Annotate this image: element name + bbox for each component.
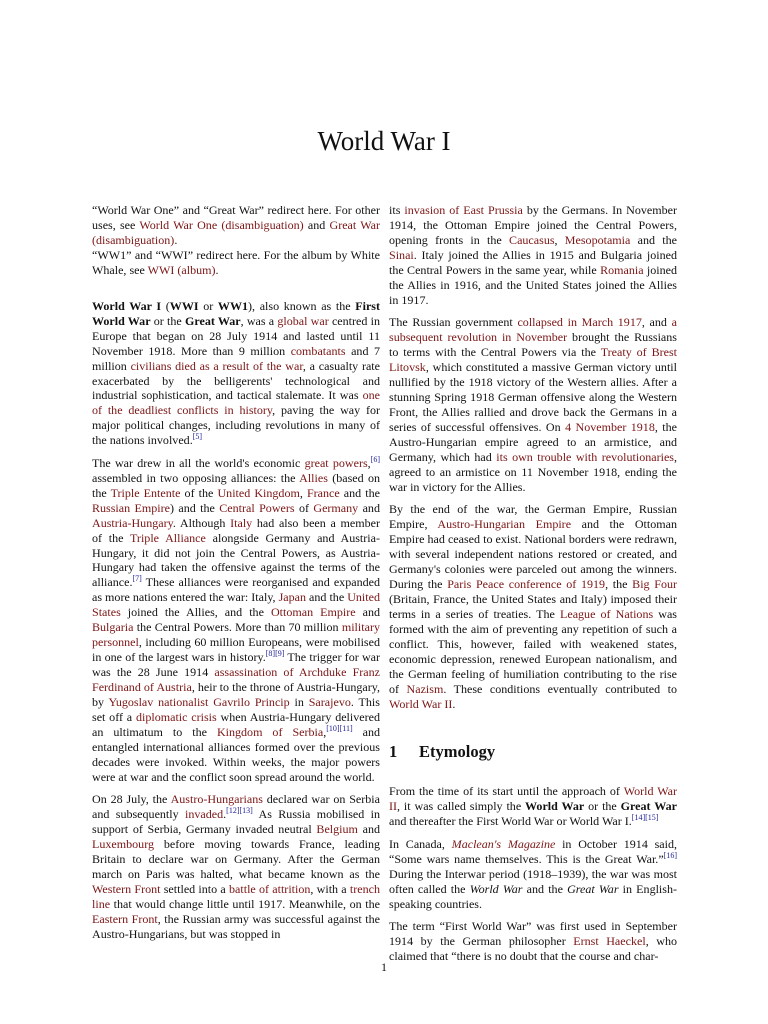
text: assembled in two opposing alliances: the — [92, 470, 300, 485]
link-trench-line[interactable]: trench line — [92, 881, 380, 911]
text: and the — [522, 881, 568, 896]
text: by the Germans. In November 1914, the Ottoman Empire joined the Central Powers, opening fronts in the — [389, 203, 677, 247]
left-column — [92, 203, 380, 949]
link-triple-alliance[interactable]: Triple Alliance — [130, 530, 206, 545]
text: , heir to the throne of Austria-Hungary, by — [92, 680, 380, 710]
text: alongside Germany and Austria-Hungary, it did not join the Central Powers, as Austria-Hungary had taken the offensive against the terms of the alliance. — [92, 530, 381, 590]
link-wwi-album[interactable]: WWI (album) — [147, 262, 216, 277]
link-collapsed-march-1917[interactable]: collapsed in March 1917 — [517, 315, 642, 330]
page-number: 1 — [381, 960, 387, 974]
italic-term: Great War — [567, 881, 619, 896]
paragraph-etymology-1 — [389, 784, 677, 829]
text: . — [452, 696, 456, 711]
text: or — [198, 298, 218, 313]
text: , the Russian army was successful against the Austro-Hungarians, but was stopped in — [92, 911, 380, 941]
bold-term: World War I — [92, 298, 162, 313]
text: ), also known as the — [248, 298, 356, 313]
bold-term: WWI — [169, 298, 199, 313]
link-invaded[interactable]: invaded — [185, 807, 224, 822]
paragraph-etymology-2 — [389, 837, 677, 912]
text: or the — [150, 313, 185, 328]
paragraph-aftermath — [389, 502, 677, 711]
link-austro-hungarians[interactable]: Austro-Hungarians — [170, 792, 263, 807]
section-title: Etymology — [419, 742, 496, 762]
text: ( — [161, 298, 170, 313]
link-bulgaria[interactable]: Bulgaria — [92, 620, 134, 635]
text: centred in Europe that began on 28 July 1914 and lasted until 11 November 1918. More than 9 million — [92, 313, 380, 358]
link-trouble-with-revolutionaries[interactable]: its own trouble with revolutionaries — [496, 449, 674, 464]
hatnote-text: . — [215, 262, 219, 277]
link-russian-empire[interactable]: Russian Empire — [92, 500, 170, 515]
text: and the — [339, 485, 381, 500]
link-nazism[interactable]: Nazism — [406, 681, 444, 696]
link-sinai[interactable]: Sinai — [389, 247, 414, 262]
text: before moving towards France, leading Britain to declare war on Germany. After the German march on Paris was halted, what became known as the — [92, 837, 380, 882]
link-italy[interactable]: Italy — [230, 515, 253, 530]
text: , was a — [240, 313, 278, 328]
paragraph-expansion — [389, 203, 677, 308]
text: . This set off a — [92, 695, 380, 724]
link-treaty-of-brest-litovsk[interactable]: Treaty of Brest Litovsk — [389, 345, 677, 375]
text: of the — [180, 485, 218, 500]
paragraph-intro — [92, 299, 380, 449]
link-ottoman-empire[interactable]: Ottoman Empire — [270, 605, 356, 620]
text: in October 1914 said, “Some wars name themselves. This is the Great War.” — [389, 836, 678, 866]
link-diplomatic-crisis[interactable]: diplomatic crisis — [135, 710, 217, 724]
text: , who claimed that “there is no doubt that the course and char- — [389, 934, 677, 963]
link-great-war-disambiguation[interactable]: Great War (disambiguation) — [92, 217, 381, 247]
text: In Canada, — [389, 836, 452, 851]
link-deadliest-conflicts[interactable]: one of the deadliest conflicts in history — [92, 388, 380, 418]
bold-term: WW1 — [217, 298, 249, 313]
text: in — [289, 695, 309, 710]
page-title: World War I — [317, 126, 451, 157]
text: , including 60 million Europeans, were mobilised in one of the largest wars in history. — [92, 635, 380, 665]
citation-10-11[interactable]: [10][11] — [326, 723, 353, 733]
text: These alliances were reorganised and expanded as more nations entered the war: Italy, — [92, 575, 380, 605]
text: , with a — [310, 881, 350, 896]
paragraph-etymology-3 — [389, 919, 677, 964]
link-battle-of-attrition[interactable]: battle of attrition — [229, 881, 311, 896]
text: , the — [605, 576, 633, 591]
text: in English-speaking countries. — [389, 881, 678, 911]
text: , — [367, 455, 371, 470]
link-assassination-franz-ferdinand[interactable]: assassination of Archduke Franz Ferdinand of Austria — [92, 665, 380, 695]
text: By the end of the war, the German Empire, Russian Empire, — [389, 502, 677, 532]
text: and the — [306, 590, 348, 605]
link-november-revolution[interactable]: a subsequent revolution in November — [389, 315, 677, 345]
hatnote-text: “WW1” and “WWI” redirect here. For the album by White Whale, see — [92, 247, 380, 277]
link-sarajevo[interactable]: Sarajevo — [308, 695, 351, 710]
text: and — [358, 500, 380, 515]
link-paris-peace-conference[interactable]: Paris Peace conference of 1919 — [447, 576, 606, 591]
link-civilian-deaths[interactable]: civilians died as a result of the war — [130, 358, 303, 373]
text: , and — [641, 315, 672, 330]
link-japan[interactable]: Japan — [278, 590, 307, 605]
paragraph-russia — [389, 315, 677, 494]
link-austro-hungarian-empire[interactable]: Austro-Hungarian Empire — [437, 517, 572, 532]
text: its — [389, 203, 405, 217]
link-central-powers[interactable]: Central Powers — [219, 500, 295, 515]
text: , — [299, 485, 307, 500]
link-gavrilo-princip[interactable]: Gavrilo Princip — [213, 695, 290, 710]
bold-term: Great War — [184, 313, 241, 328]
text: (based on the — [92, 470, 380, 500]
bold-term: World War — [525, 799, 585, 814]
text: and — [355, 605, 381, 620]
paragraph-outbreak — [92, 792, 380, 942]
citation-6[interactable]: [6] — [370, 454, 380, 464]
link-military-personnel[interactable]: military personnel — [92, 620, 380, 650]
text: had also been a member of the — [92, 515, 380, 545]
link-big-four[interactable]: Big Four — [632, 576, 677, 591]
text: From the time of its start until the approach of — [389, 784, 624, 799]
link-ernst-haeckel[interactable]: Ernst Haeckel — [573, 934, 646, 949]
text: and the — [630, 232, 677, 247]
link-world-war-ii[interactable]: World War II — [389, 784, 677, 814]
citation-8-9[interactable]: [8][9] — [265, 649, 285, 659]
text: and 7 million — [92, 343, 380, 373]
text: ) and the — [170, 500, 220, 515]
text: , it was called simply the — [397, 799, 526, 814]
hatnote — [92, 203, 380, 278]
hatnote-text: and — [303, 217, 330, 232]
text: , agreed to an armistice on 11 November 1918, ending the war in victory for the Allies. — [389, 449, 677, 494]
link-luxembourg[interactable]: Luxembourg — [92, 837, 155, 852]
text: and the Ottoman Empire had ceased to exist. National borders were redrawn, with several independent nations restored or created, and Germany's colonies were parceled out among the winners. During the — [389, 517, 677, 591]
link-germany[interactable]: Germany — [313, 500, 359, 515]
link-world-war-ii[interactable]: World War II — [389, 696, 453, 711]
text: joined the Allies, and the — [120, 605, 271, 620]
right-column — [389, 203, 677, 971]
text: On 28 July, the — [92, 792, 171, 807]
link-great-powers[interactable]: great powers — [304, 455, 368, 470]
link-mesopotamia[interactable]: Mesopotamia — [564, 232, 631, 247]
link-combatants[interactable]: combatants — [290, 343, 346, 358]
link-kingdom-of-serbia[interactable]: Kingdom of Serbia — [216, 724, 324, 739]
text: . These conditions eventually contributed to — [443, 681, 677, 696]
text: During the Interwar period (1918–1939), the war was most often called the — [389, 866, 677, 896]
text: The Russian government — [389, 315, 518, 330]
link-yugoslav-nationalist[interactable]: Yugoslav nationalist — [108, 695, 209, 710]
text: brought the Russians to terms with the Central Powers via the — [389, 330, 677, 360]
text: and entangled international alliances formed over the previous decades were invoked. Within weeks, the major powers were at war and the conflict soon spread around the world. — [92, 724, 380, 784]
link-world-war-one-disambiguation[interactable]: World War One (disambiguation) — [139, 217, 304, 232]
citation-7[interactable]: [7] — [132, 574, 142, 584]
text: , a casualty rate exacerbated by the belligerents' technological and industrial sophistication, and tactical stalemate. It was — [92, 358, 380, 403]
link-eastern-front[interactable]: Eastern Front — [92, 911, 158, 926]
text: of — [294, 500, 314, 515]
text: , which constituted a massive German victory until nullified by the 1918 victory of the Western allies. After a stunning Spring 1918 German offensive along the Western Front, the Allies rallied and drove back the Germans in a series of successful offensives. On — [389, 360, 677, 434]
link-united-kingdom[interactable]: United Kingdom — [217, 485, 300, 500]
citation-5[interactable]: [5] — [192, 432, 203, 442]
italic-term: World War — [469, 881, 523, 896]
text: . Italy joined the Allies in 1915 and Bulgaria joined the Central Powers in the same year, while — [389, 247, 677, 277]
text: . — [223, 807, 227, 822]
text: , the Austro-Hungarian empire agreed to an armistice, and Germany, which had — [389, 419, 677, 464]
link-united-states[interactable]: United States — [92, 590, 380, 620]
bold-term: Great War — [620, 799, 677, 814]
hatnote-text: “World War One” and “Great War” redirect here. For other uses, see — [92, 203, 380, 232]
section-heading-etymology — [389, 742, 677, 762]
link-triple-entente[interactable]: Triple Entente — [110, 485, 181, 500]
text: and thereafter the First World War or World War I. — [389, 814, 632, 829]
text: when Austria-Hungary delivered an ultimatum to the — [92, 710, 381, 739]
text: , — [323, 724, 327, 739]
text: or the — [584, 799, 621, 814]
text: that would change little until 1917. Meanwhile, on the — [110, 896, 380, 911]
link-macleans-magazine[interactable]: Maclean's Magazine — [451, 836, 556, 851]
paragraph-alliances — [92, 456, 380, 785]
text: The trigger for war was the 28 June 1914 — [92, 650, 380, 680]
link-invasion-of-east-prussia[interactable]: invasion of East Prussia — [404, 203, 523, 217]
link-allies[interactable]: Allies — [299, 470, 328, 485]
text: , paving the way for major political changes, including revolutions in many of the nations involved. — [92, 403, 380, 448]
link-western-front[interactable]: Western Front — [92, 881, 161, 896]
text: As Russia mobilised in support of Serbia, Germany invaded neutral — [92, 807, 380, 837]
text: The war drew in all the world's economic — [92, 455, 305, 470]
link-belgium[interactable]: Belgium — [316, 822, 358, 837]
link-austria-hungary[interactable]: Austria-Hungary — [92, 515, 173, 530]
bold-term: First World War — [92, 298, 381, 328]
citation-12-13[interactable]: [12][13] — [226, 806, 253, 816]
text: (Britain, France, the United States and Italy) imposed their terms in a series of treaties. The — [389, 591, 677, 621]
citation-16[interactable]: [16] — [663, 850, 677, 860]
text: the Central Powers. More than 70 million — [133, 620, 342, 635]
hatnote-text: . — [174, 232, 178, 247]
link-france[interactable]: France — [306, 485, 340, 500]
text: The term “First World War” was first used in September 1914 by the German philosopher — [389, 919, 677, 949]
text: declared war on Serbia and subsequently — [92, 792, 380, 822]
link-league-of-nations[interactable]: League of Nations — [559, 606, 654, 621]
text: and — [357, 822, 380, 837]
section-number: 1 — [389, 742, 398, 762]
link-romania[interactable]: Romania — [600, 262, 644, 277]
link-global-war[interactable]: global war — [277, 313, 329, 328]
link-4-november-1918[interactable]: 4 November 1918 — [565, 419, 655, 434]
text: , — [554, 232, 565, 247]
citation-14-15[interactable]: [14][15] — [631, 813, 659, 823]
link-caucasus[interactable]: Caucasus — [509, 232, 555, 247]
text: joined the Allies in 1916, and the United States joined the Allies in 1917. — [389, 262, 677, 307]
text: . Although — [172, 515, 231, 530]
text: was formed with the aim of preventing any repetition of such a conflict. This, however, failed with weakened states, economic depression, renewed European nationalism, and the German feeling of humiliation contributing to the rise of — [389, 606, 677, 696]
text: settled into a — [160, 881, 229, 896]
